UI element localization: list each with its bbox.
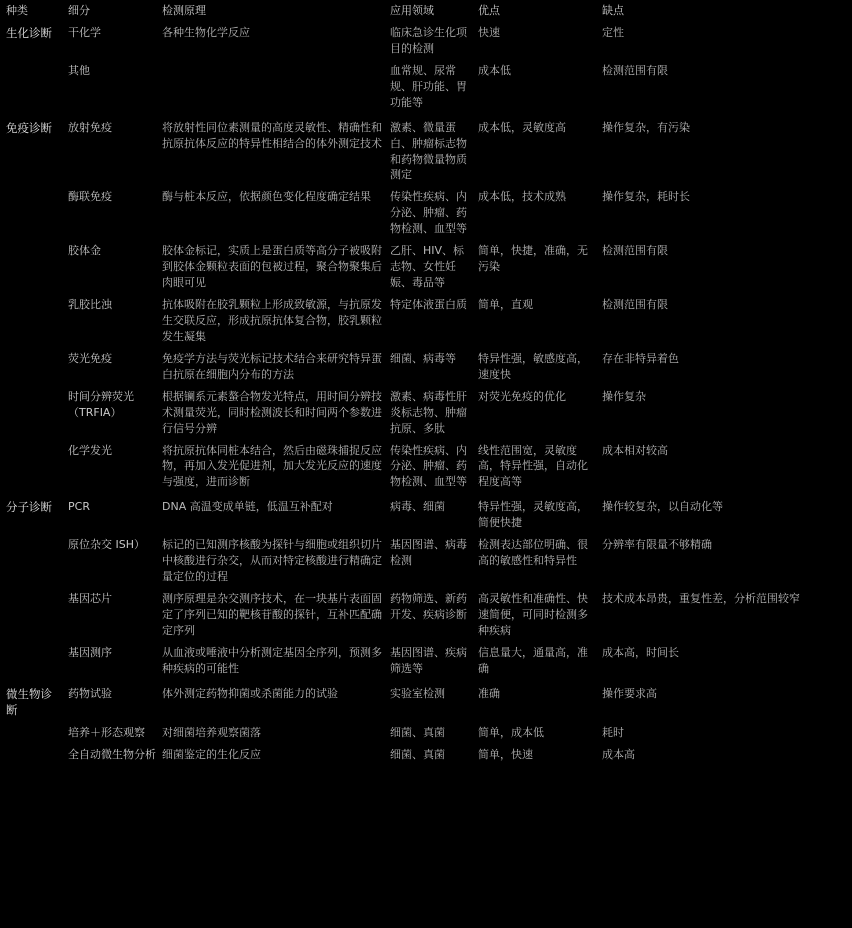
table-row	[0, 493, 852, 534]
table-row	[0, 534, 852, 588]
cell-cons: 检测范围有限	[602, 298, 668, 311]
cell-field: 基因图谱、病毒检测	[390, 538, 467, 568]
table-row	[0, 440, 852, 494]
table-row	[0, 680, 852, 722]
cell-principle: 酶与桩本反应，依据颜色变化程度确定结果	[162, 190, 371, 204]
cell-subtype: 荧光免疫	[68, 351, 112, 365]
cell-principle: 测序原理是杂交测序技术，在一块基片表面固定了序列已知的靶核苷酸的探针，互补匹配确定序列	[162, 592, 382, 637]
cell-field: 细菌、真菌	[390, 747, 445, 761]
cell-category	[0, 440, 68, 494]
cell-field: 传染性疾病、内分泌、肿瘤、药物检测、血型等	[390, 443, 467, 489]
table-row	[0, 386, 852, 440]
table-row	[0, 240, 852, 294]
cell-pros: 信息量大，通量高，准确	[478, 645, 588, 675]
cell-pros: 对荧光免疫的优化	[478, 389, 566, 403]
table-row	[0, 186, 852, 240]
cell-field: 临床急诊生化项目的检测	[390, 25, 467, 55]
cell-principle: 抗体吸附在胶乳颗粒上形成致敏源，与抗原发生交联反应，形成抗原抗体复合物，胶乳颗粒发生凝集	[162, 298, 382, 343]
cell-principle: 胶体金标记，实质上是蛋白质等高分子被吸附到胶体金颗粒表面的包被过程，聚合物聚集后肉眼可见	[162, 244, 382, 290]
cell-field: 细菌、真菌	[390, 726, 445, 740]
cell-principle: 体外测定药物抑菌或杀菌能力的试验	[162, 686, 338, 700]
cell-subtype: 放射免疫	[68, 120, 112, 134]
cell-subtype: 化学发光	[68, 443, 112, 457]
cell-pros: 特异性强，灵敏度高，简便快捷	[478, 500, 588, 530]
cell-subtype: 基因芯片	[68, 592, 112, 605]
cell-field: 病毒、细菌	[390, 500, 445, 514]
cell-cons: 成本相对较高	[602, 443, 668, 457]
cell-principle: 标记的已知测序核酸为探针与细胞或组织切片中核酸进行杂交，从而对特定核酸进行精确定量定位的过程	[162, 538, 382, 584]
cell-cons: 成本高	[602, 747, 635, 761]
cell-pros: 成本低	[478, 63, 511, 77]
cell-category	[0, 348, 68, 386]
cell-cons: 耗时	[602, 726, 624, 740]
cell-category	[0, 386, 68, 440]
cell-subtype: 培养＋形态观察	[68, 726, 145, 740]
table-header-row	[0, 0, 852, 22]
cell-cons: 操作要求高	[602, 686, 657, 700]
cell-subtype: 其他	[68, 63, 90, 77]
cell-pros: 线性范围宽，灵敏度高，特异性强，自动化程度高等	[478, 443, 588, 489]
table-row	[0, 722, 852, 744]
column-header-field: 应用领域	[390, 4, 434, 17]
cell-cons: 存在非特异着色	[602, 351, 679, 365]
table-header	[0, 0, 852, 22]
cell-principle: 对细菌培养观察菌落	[162, 726, 261, 740]
table-row	[0, 642, 852, 680]
cell-category: 生化诊断	[6, 25, 52, 40]
cell-pros: 检测表达部位明确、很高的敏感性和特异性	[478, 538, 588, 568]
column-header-category: 种类	[6, 4, 28, 17]
cell-category	[0, 744, 68, 766]
cell-principle	[162, 60, 390, 114]
cell-category	[0, 642, 68, 680]
cell-principle: 从血液或唾液中分析测定基因全序列，预测多种疾病的可能性	[162, 645, 382, 675]
cell-subtype: 干化学	[68, 25, 101, 39]
cell-field: 激素、微量蛋白、肿瘤标志物和药物微量物质测定	[390, 120, 467, 182]
cell-principle: 各种生物化学反应	[162, 25, 250, 39]
cell-principle: 根据镧系元素螯合物发光特点，用时间分辨技术测量荧光，同时检测波长和时间两个参数进行信号分辨	[162, 389, 382, 435]
cell-subtype: 酶联免疫	[68, 190, 112, 204]
cell-cons: 操作较复杂，以自动化等	[602, 500, 723, 514]
cell-principle: 将抗原抗体同桩本结合，然后由磁珠捕捉反应物，再加入发光促进剂，加大发光反应的速度与强度，进而诊断	[162, 443, 382, 489]
table-row	[0, 348, 852, 386]
cell-pros: 特异性强，敏感度高，速度快	[478, 351, 588, 381]
cell-subtype: 药物试验	[68, 686, 112, 700]
cell-pros: 成本低，技术成熟	[478, 190, 566, 204]
cell-field: 药物筛选、新药开发、疾病诊断	[390, 592, 467, 621]
cell-subtype: 胶体金	[68, 244, 101, 258]
cell-cons: 检测范围有限	[602, 63, 668, 77]
cell-principle: 细菌鉴定的生化反应	[162, 747, 261, 761]
cell-category	[0, 588, 68, 642]
cell-subtype: 时间分辨荧光（TRFIA）	[68, 389, 134, 419]
table-row	[0, 294, 852, 348]
cell-cons: 定性	[602, 25, 624, 39]
column-header-subtype: 细分	[68, 4, 90, 17]
cell-field: 基因图谱、疾病筛选等	[390, 645, 467, 675]
table-body	[0, 22, 852, 766]
cell-pros: 简单，直观	[478, 298, 533, 311]
cell-cons: 技术成本昂贵，重复性差，分析范围较窄	[602, 592, 800, 605]
cell-subtype: 乳胶比浊	[68, 298, 112, 311]
table-row	[0, 744, 852, 766]
cell-principle: 将放射性同位素测量的高度灵敏性、精确性和抗原抗体反应的特异性相结合的体外测定技术	[162, 120, 382, 150]
cell-pros: 高灵敏性和准确性、快速简便，可同时检测多种疾病	[478, 592, 588, 637]
cell-field: 激素、病毒性肝炎标志物、肿瘤抗原、多肽	[390, 389, 467, 435]
cell-subtype: PCR	[68, 500, 90, 514]
cell-category	[0, 534, 68, 588]
cell-pros: 简单，快捷，准确，无污染	[478, 244, 588, 274]
cell-cons: 操作复杂，耗时长	[602, 190, 690, 204]
cell-cons: 成本高，时间长	[602, 645, 679, 659]
cell-category	[0, 60, 68, 114]
cell-pros: 简单，成本低	[478, 726, 544, 740]
cell-subtype: 全自动微生物分析	[68, 747, 156, 761]
cell-category	[0, 722, 68, 744]
cell-pros: 快速	[478, 25, 500, 39]
table-row	[0, 588, 852, 642]
cell-category: 分子诊断	[6, 500, 52, 515]
cell-category: 微生物诊断	[6, 686, 52, 718]
cell-subtype: 基因测序	[68, 645, 112, 659]
cell-cons: 操作复杂，有污染	[602, 120, 690, 134]
cell-field: 细菌、病毒等	[390, 351, 456, 365]
cell-pros: 成本低，灵敏度高	[478, 120, 566, 134]
column-header-cons: 缺点	[602, 4, 624, 17]
cell-category	[0, 294, 68, 348]
cell-field: 实验室检测	[390, 686, 445, 700]
cell-category: 免疫诊断	[6, 120, 52, 135]
table-row	[0, 114, 852, 187]
cell-principle: DNA 高温变成单链，低温互补配对	[162, 500, 333, 514]
cell-field: 血常规、尿常规、肝功能、胃功能等	[390, 63, 467, 109]
table-row	[0, 22, 852, 60]
cell-subtype: 原位杂交 ISH）	[68, 538, 145, 552]
table-row	[0, 60, 852, 114]
cell-cons: 分辨率有限量不够精确	[602, 538, 712, 552]
cell-pros: 准确	[478, 686, 500, 700]
cell-field: 特定体液蛋白质	[390, 298, 467, 311]
cell-pros: 简单，快速	[478, 747, 533, 761]
cell-field: 乙肝、HIV、标志物、女性妊娠、毒品等	[390, 244, 465, 290]
cell-principle: 免疫学方法与荧光标记技术结合来研究特异蛋白抗原在细胞内分布的方法	[162, 351, 382, 381]
column-header-principle: 检测原理	[162, 4, 206, 17]
cell-field: 传染性疾病、内分泌、肿瘤、药物检测、血型等	[390, 190, 467, 236]
cell-cons: 操作复杂	[602, 389, 646, 403]
column-header-pros: 优点	[478, 4, 500, 17]
cell-cons: 检测范围有限	[602, 244, 668, 258]
cell-category	[0, 186, 68, 240]
cell-category	[0, 240, 68, 294]
